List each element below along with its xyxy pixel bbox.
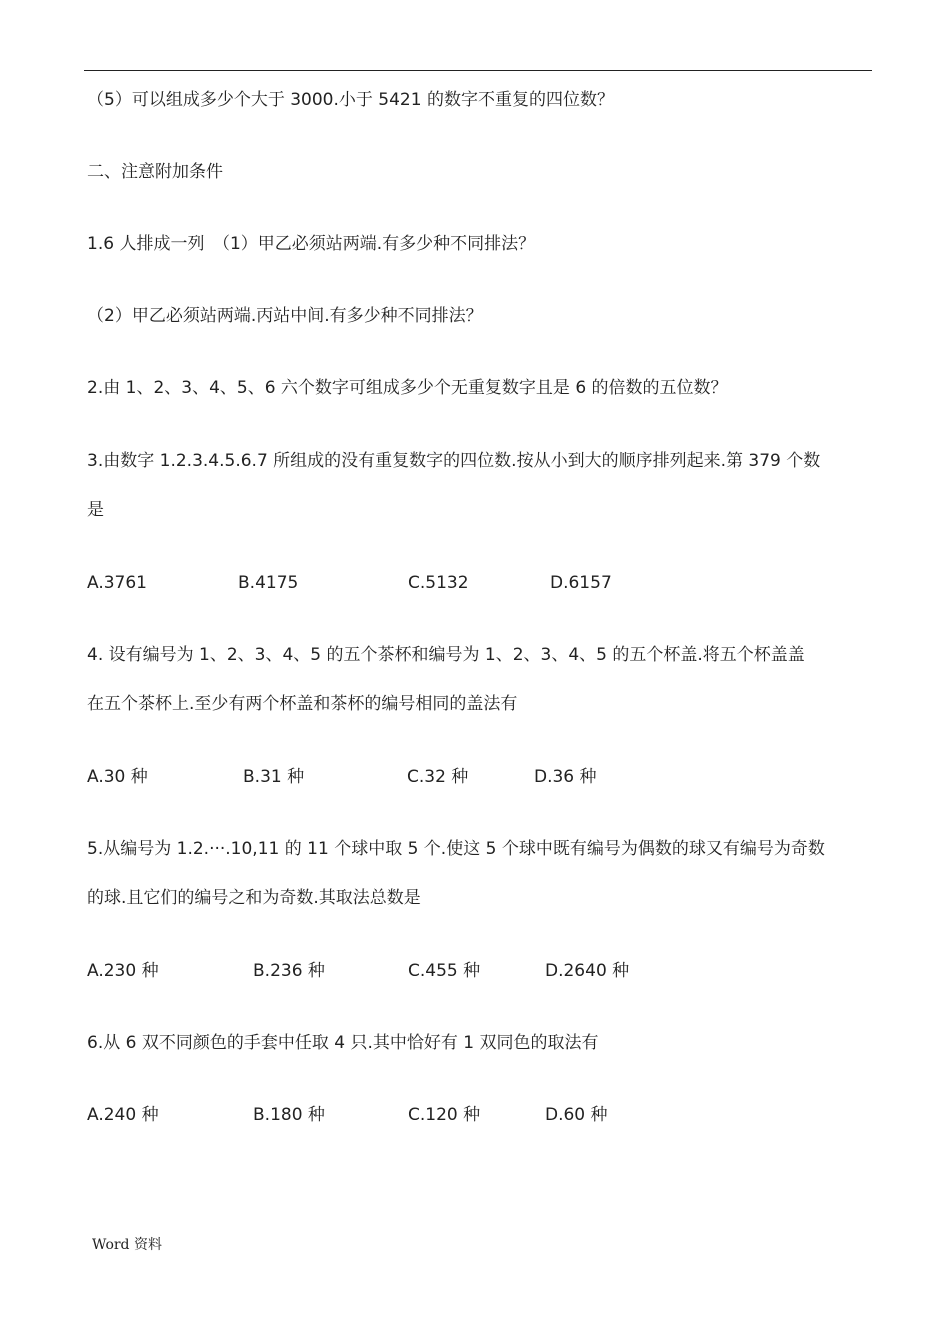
- problem-3-line2: 是: [87, 500, 104, 520]
- problem-1-part1: 1.6 人排成一列 （1）甲乙必须站两端.有多少种不同排法？: [87, 234, 536, 254]
- option-p3-d: D.6157: [550, 573, 612, 593]
- option-p5-c: C.455 种: [408, 961, 481, 981]
- option-p4-c: C.32 种: [407, 767, 469, 787]
- section-title: 二、注意附加条件: [87, 162, 223, 182]
- option-p4-a: A.30 种: [87, 767, 148, 787]
- option-p6-b: B.180 种: [253, 1105, 325, 1125]
- option-p4-b: B.31 种: [243, 767, 305, 787]
- option-p6-a: A.240 种: [87, 1105, 159, 1125]
- problem-6: 6.从 6 双不同颜色的手套中任取 4 只.其中恰好有 1 双同色的取法有: [87, 1033, 599, 1053]
- question-5-sub5: （5）可以组成多少个大于 3000.小于 5421 的数字不重复的四位数？: [87, 90, 614, 110]
- option-p5-d: D.2640 种: [545, 961, 630, 981]
- problem-2: 2.由 1、2、3、4、5、6 六个数字可组成多少个无重复数字且是 6 的倍数的五位数？: [87, 378, 728, 398]
- option-p3-b: B.4175: [238, 573, 299, 593]
- option-p5-b: B.236 种: [253, 961, 325, 981]
- option-p4-d: D.36 种: [534, 767, 597, 787]
- option-p3-c: C.5132: [408, 573, 469, 593]
- option-p3-a: A.3761: [87, 573, 147, 593]
- header-rule: [84, 70, 872, 71]
- option-p5-a: A.230 种: [87, 961, 159, 981]
- option-p6-c: C.120 种: [408, 1105, 481, 1125]
- problem-3-line1: 3.由数字 1.2.3.4.5.6.7 所组成的没有重复数字的四位数.按从小到大的顺序排列起来.第 379 个数: [87, 451, 821, 471]
- problem-1-part2: （2）甲乙必须站两端.丙站中间.有多少种不同排法？: [87, 306, 483, 326]
- problem-5-line1: 5.从编号为 1.2.···.10,11 的 11 个球中取 5 个.使这 5 个球中既有编号为偶数的球又有编号为奇数: [87, 839, 825, 859]
- problem-4-line1: 4. 设有编号为 1、2、3、4、5 的五个茶杯和编号为 1、2、3、4、5 的五个杯盖.将五个杯盖盖: [87, 645, 805, 665]
- footer-label: Word 资料: [92, 1237, 162, 1253]
- problem-4-line2: 在五个茶杯上.至少有两个杯盖和茶杯的编号相同的盖法有: [87, 694, 518, 714]
- option-p6-d: D.60 种: [545, 1105, 608, 1125]
- problem-5-line2: 的球.且它们的编号之和为奇数.其取法总数是: [87, 888, 421, 908]
